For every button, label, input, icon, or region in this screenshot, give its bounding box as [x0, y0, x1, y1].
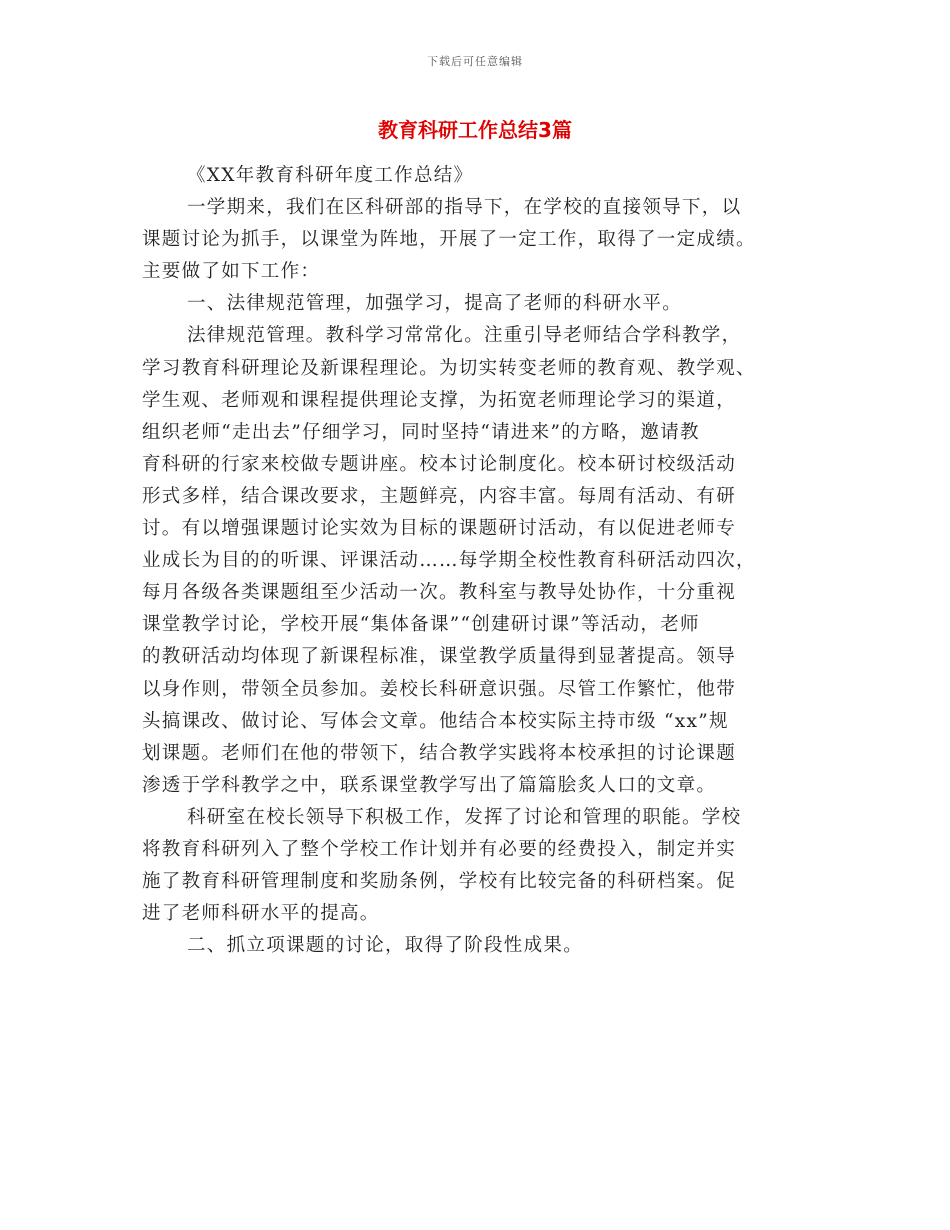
text-line: 二、抓立项课题的讨论，取得了阶段性成果。: [187, 935, 584, 957]
header-note: 下载后可任意编辑: [427, 55, 523, 68]
text-line: 划课题。老师们在他的带领下，结合教学实践将本校承担的讨论课题: [142, 742, 737, 764]
document-title: 教育科研工作总结3篇: [378, 118, 572, 142]
text-line: 头搞课改、做讨论、写体会文章。他结合本校实际主持市级 “xx”规: [142, 710, 729, 732]
text-line: 课题讨论为抓手，以课堂为阵地，开展了一定工作，取得了一定成绩。: [142, 229, 756, 251]
text-line: 业成长为目的的听课、评课活动……每学期全校性教育科研活动四次，: [142, 550, 756, 572]
text-line: 进了老师科研水平的提高。: [142, 903, 380, 925]
text-line: 渗透于学科教学之中，联系课堂教学写出了篇篇脍炙人口的文章。: [142, 774, 717, 796]
text-line: 的教研活动均体现了新课程标准，课堂教学质量得到显著提高。领导: [142, 646, 737, 668]
text-line: 主要做了如下工作：: [142, 261, 321, 283]
text-line: 育科研的行家来校做专题讲座。校本讨论制度化。校本研讨校级活动: [142, 453, 737, 475]
document-body: [142, 160, 808, 962]
text-line: 科研室在校长领导下积极工作，发挥了讨论和管理的职能。学校: [187, 806, 742, 828]
text-line: 以身作则，带领全员参加。姜校长科研意识强。尽管工作繁忙，他带: [142, 678, 737, 700]
text-line: 一学期来，我们在区科研部的指导下，在学校的直接领导下，以: [187, 197, 742, 219]
text-line: 一、法律规范管理，加强学习，提高了老师的科研水平。: [187, 293, 683, 315]
text-line: 组织老师“走出去”仔细学习，同时坚持“请进来”的方略，邀请教: [142, 421, 700, 443]
text-line: 学生观、老师观和课程提供理论支撑，为拓宽老师理论学习的渠道，: [142, 389, 737, 411]
text-line: 法律规范管理。教科学习常常化。注重引导老师结合学科教学，: [187, 325, 742, 347]
text-line: 讨。有以增强课题讨论实效为目标的课题研讨活动，有以促进老师专: [142, 518, 737, 540]
text-line: 施了教育科研管理制度和奖励条例，学校有比较完备的科研档案。促: [142, 871, 737, 893]
text-line: 《XX年教育科研年度工作总结》: [187, 165, 474, 186]
text-line: 课堂教学讨论，学校开展“集体备课”“创建研讨课”等活动，老师: [142, 614, 700, 636]
text-line: 将教育科研列入了整个学校工作计划并有必要的经费投入，制定并实: [142, 838, 737, 860]
text-line: 学习教育科研理论及新课程理论。为切实转变老师的教育观、教学观、: [142, 357, 756, 379]
text-line: 每月各级各类课题组至少活动一次。教科室与教导处协作，十分重视: [142, 582, 737, 604]
text-line: 形式多样，结合课改要求，主题鲜亮，内容丰富。每周有活动、有研: [142, 485, 737, 507]
